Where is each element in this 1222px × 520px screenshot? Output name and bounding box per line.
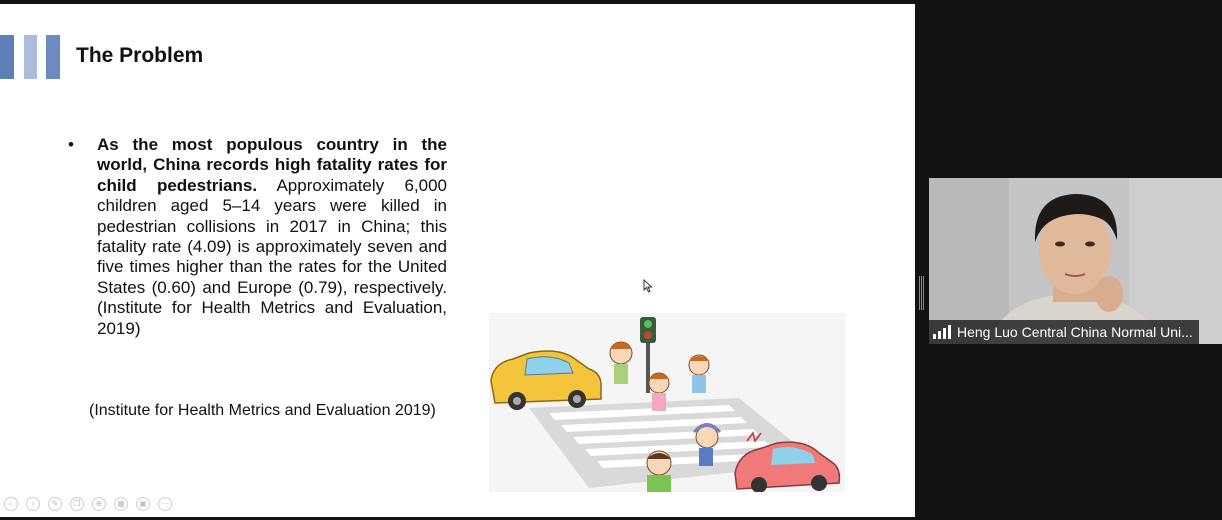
participant-name-plate bbox=[929, 320, 1199, 344]
pen-icon[interactable]: ✎ bbox=[48, 497, 62, 511]
next-icon[interactable]: › bbox=[26, 497, 40, 511]
title-accent-bar bbox=[46, 35, 60, 79]
slide-title: The Problem bbox=[76, 44, 204, 67]
prev-icon[interactable]: ‹ bbox=[4, 497, 18, 511]
more-icon[interactable]: ⋯ bbox=[158, 497, 172, 511]
bullet-body-text: Approximately 6,000 children aged 5–14 years were killed in pedestrian collisions in 2017 in China; this fatality rate (4.09) is approximately seven and five times higher than the rates for the United States (0.60) and Europe (0.79), respectively. (Institute for Health Metrics and Evaluation, 2019) bbox=[97, 175, 447, 338]
mouse-cursor-icon bbox=[643, 279, 653, 293]
slide-toolbar bbox=[4, 497, 172, 511]
participant-video-tile[interactable] bbox=[929, 178, 1222, 344]
bullet-bold-text: As the most populous country in the world, China records high fatality rates for child pedestrians. bbox=[97, 135, 447, 195]
panel-splitter-handle[interactable] bbox=[919, 276, 924, 310]
camera-icon[interactable]: ▣ bbox=[136, 497, 150, 511]
signal-bars-icon bbox=[933, 325, 951, 339]
citation-text: (Institute for Health Metrics and Evaluation 2019) bbox=[89, 402, 436, 419]
title-accent-bar bbox=[24, 35, 37, 79]
copy-icon[interactable]: ❐ bbox=[70, 497, 84, 511]
zoom-icon[interactable]: ⊕ bbox=[92, 497, 106, 511]
bullet-text bbox=[97, 135, 447, 339]
bullet-marker: • bbox=[68, 135, 74, 154]
crosswalk-illustration bbox=[489, 313, 845, 492]
grid-icon[interactable]: ▦ bbox=[114, 497, 128, 511]
shared-slide bbox=[0, 4, 915, 517]
title-accent-bar bbox=[0, 35, 14, 79]
participant-name: Heng Luo Central China Normal Uni... bbox=[957, 324, 1193, 340]
